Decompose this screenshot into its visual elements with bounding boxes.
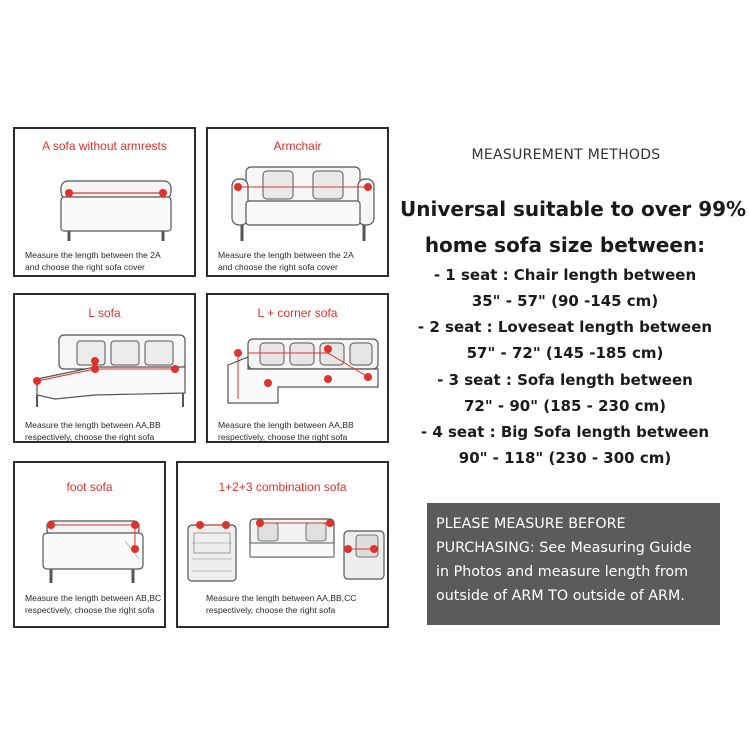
seat-size-line: 35" - 57" (90 -145 cm) [471, 292, 659, 310]
measure-point-marker [65, 189, 73, 197]
card-combination-sofa [176, 461, 389, 628]
headline-line: home sofa size between: [424, 233, 706, 257]
seat-size-line: - 2 seat : Loveseat length between [417, 318, 713, 336]
card-armchair [206, 127, 389, 277]
card-title: A sofa without armrests [42, 139, 167, 153]
card-description: Measure the length between the 2A and choose the right sofa cover [25, 250, 161, 272]
card-l-corner-sofa [206, 293, 389, 443]
notice-line: PURCHASING: See Measuring Guide [436, 540, 692, 556]
measure-point-marker [131, 521, 139, 529]
card-foot-sofa [13, 461, 166, 628]
measure-point-marker [159, 189, 167, 197]
measure-point-marker [234, 349, 242, 357]
seat-size-line: 57" - 72" (145 -185 cm) [466, 344, 664, 362]
headline-line: Universal suitable to over 99% [400, 197, 747, 221]
card-title: foot sofa [66, 480, 113, 494]
measure-before-purchasing-notice [427, 503, 720, 625]
seat-size-line: - 3 seat : Sofa length between [437, 371, 693, 389]
measure-point-marker [324, 375, 332, 383]
card-description: Measure the length between AA,BB respectively, choose the right sofa [25, 420, 161, 442]
card-description: Measure the length between AB,BC respectively, choose the right sofa [25, 593, 162, 615]
measure-point-marker [364, 183, 372, 191]
measure-point-marker [264, 379, 272, 387]
measure-point-marker [131, 545, 139, 553]
measure-point-marker [91, 365, 99, 373]
measure-point-marker [171, 365, 179, 373]
card-description: Measure the length between AA,BB,CC respectively, choose the right sofa [206, 593, 357, 615]
card-sofa-without-armrests [13, 127, 196, 277]
card-title: Armchair [273, 139, 322, 153]
card-description: Measure the length between AA,BB respectively, choose the right sofa [218, 420, 354, 442]
notice-line: outside of ARM TO outside of ARM. [436, 588, 685, 604]
card-l-sofa [13, 293, 196, 443]
seat-size-line: - 4 seat : Big Sofa length between [420, 423, 710, 441]
notice-line: in Photos and measure length from [436, 564, 689, 580]
measure-point-marker [344, 545, 352, 553]
measure-point-marker [196, 521, 204, 529]
notice-line: PLEASE MEASURE BEFORE [436, 516, 626, 532]
card-description: Measure the length between the 2A and choose the right sofa cover [218, 250, 354, 272]
measure-point-marker [324, 345, 332, 353]
seat-size-line: 72" - 90" (185 - 230 cm) [463, 397, 667, 415]
measure-point-marker [222, 521, 230, 529]
measure-point-marker [364, 373, 372, 381]
measurement-methods-title: MEASUREMENT METHODS [471, 147, 661, 163]
measure-point-marker [91, 357, 99, 365]
seat-size-line: 90" - 118" (230 - 300 cm) [458, 449, 672, 467]
card-title: L + corner sofa [257, 306, 338, 320]
card-title: L sofa [88, 306, 121, 320]
measure-point-marker [326, 519, 334, 527]
measure-point-marker [370, 545, 378, 553]
card-title: 1+2+3 combination sofa [218, 480, 347, 494]
measure-point-marker [234, 183, 242, 191]
seat-size-line: - 1 seat : Chair length between [433, 266, 697, 284]
measure-point-marker [33, 377, 41, 385]
measure-point-marker [47, 521, 55, 529]
measure-point-marker [256, 519, 264, 527]
